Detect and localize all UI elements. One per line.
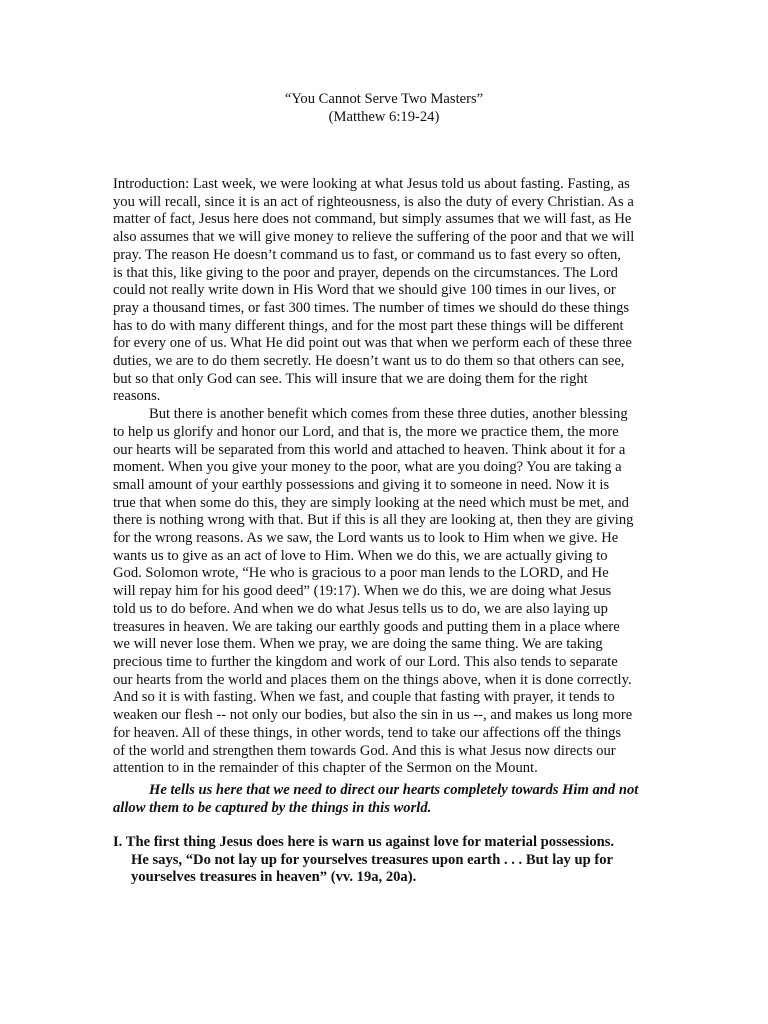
text-line: reasons.	[113, 388, 161, 405]
text-line: also assumes that we will give money to relieve the suffering of the poor and that we will	[113, 229, 635, 246]
outline-point-one	[113, 834, 673, 887]
text-line: precious time to further the kingdom and work of our Lord. This also tends to separate	[113, 653, 618, 670]
text-line: of the world and strengthen them towards God. And this is what Jesus now directs our	[113, 742, 616, 759]
text-line: allow them to be captured by the things in this world.	[113, 799, 432, 816]
document-title: “You Cannot Serve Two Masters”	[284, 91, 484, 107]
text-line: for heaven. All of these things, in other words, tend to take our affections off the things	[113, 724, 622, 741]
thesis-statement	[113, 782, 673, 817]
text-line: attention to in the remainder of this chapter of the Sermon on the Mount.	[113, 760, 538, 777]
text-line: has to do with many different things, and for the most part these things will be different	[113, 317, 624, 334]
text-line: yourselves treasures in heaven” (vv. 19a, 20a).	[131, 869, 417, 886]
text-line: there is nothing wrong with that. But if this is all they are looking at, then they are giving	[113, 512, 634, 529]
text-line: pray a thousand times, or fast 300 times. The number of times we should do these things	[113, 299, 630, 316]
text-line: for the wrong reasons. As we saw, the Lord wants us to look to Him when we give. He	[113, 530, 619, 547]
text-line: our hearts from the world and places them on the things above, when it is done correctly.	[113, 671, 632, 688]
text-line: you will recall, since it is an act of righteousness, is also the duty of every Christian. As a	[113, 193, 634, 210]
text-line: treasures in heaven. We are taking our earthly goods and putting them in a place where	[113, 618, 620, 635]
scripture-reference: (Matthew 6:19-24)	[328, 109, 440, 126]
text-line: But there is another benefit which comes from these three duties, another blessing	[149, 406, 628, 423]
text-line: I. The first thing Jesus does here is warn us against love for material possessions.	[113, 834, 615, 850]
introduction-paragraph	[113, 176, 661, 778]
text-line: true that when some do this, they are simply looking at the need which must be met, and	[113, 494, 629, 511]
text-line: our hearts will be separated from this world and attached to heaven. Think about it for a	[113, 441, 626, 458]
text-line: could not really write down in His Word that we should give 100 times in our lives, or	[113, 282, 616, 299]
text-line: moment. When you give your money to the poor, what are you doing? You are taking a	[113, 459, 622, 476]
text-line: weaken our flesh -- not only our bodies, but also the sin in us --, and makes us long more	[113, 707, 633, 724]
text-line: but so that only God can see. This will insure that we are doing them for the right	[113, 370, 588, 387]
text-line: will repay him for his good deed” (19:17). When we do this, we are doing what Jesus	[113, 583, 612, 600]
text-line: for every one of us. What He did point out was that when we perform each of these three	[113, 335, 632, 352]
text-line: And so it is with fasting. When we fast, and couple that fasting with prayer, it tends to	[113, 689, 615, 706]
text-line: duties, we are to do them secretly. He doesn’t want us to do them so that others can see,	[113, 353, 625, 370]
text-line: He says, “Do not lay up for yourselves treasures upon earth . . . But lay up for	[131, 851, 614, 868]
text-line: matter of fact, Jesus here does not command, but simply assumes that we will fast, as He	[113, 211, 632, 228]
text-line: Introduction: Last week, we were looking at what Jesus told us about fasting. Fasting, as	[113, 176, 630, 192]
text-line: told us to do before. And when we do what Jesus tells us to do, we are also laying up	[113, 600, 608, 617]
text-line: small amount of your earthly possessions and giving it to someone in need. Now it is	[113, 476, 610, 493]
text-line: He tells us here that we need to direct our hearts completely towards Him and not	[149, 782, 639, 798]
text-line: pray. The reason He doesn’t command us to fast, or command us to fast every so often,	[113, 246, 621, 263]
text-line: God. Solomon wrote, “He who is gracious to a poor man lends to the LORD, and He	[113, 565, 609, 582]
text-line: is that this, like giving to the poor and prayer, depends on the circumstances. The Lord	[113, 264, 618, 281]
title-block	[0, 90, 768, 126]
text-line: wants us to give as an act of love to Him. When we do this, we are actually giving to	[113, 547, 608, 564]
text-line: to help us glorify and honor our Lord, and that is, the more we practice them, the more	[113, 423, 619, 440]
text-line: we will never lose them. When we pray, we are doing the same thing. We are taking	[113, 636, 603, 653]
